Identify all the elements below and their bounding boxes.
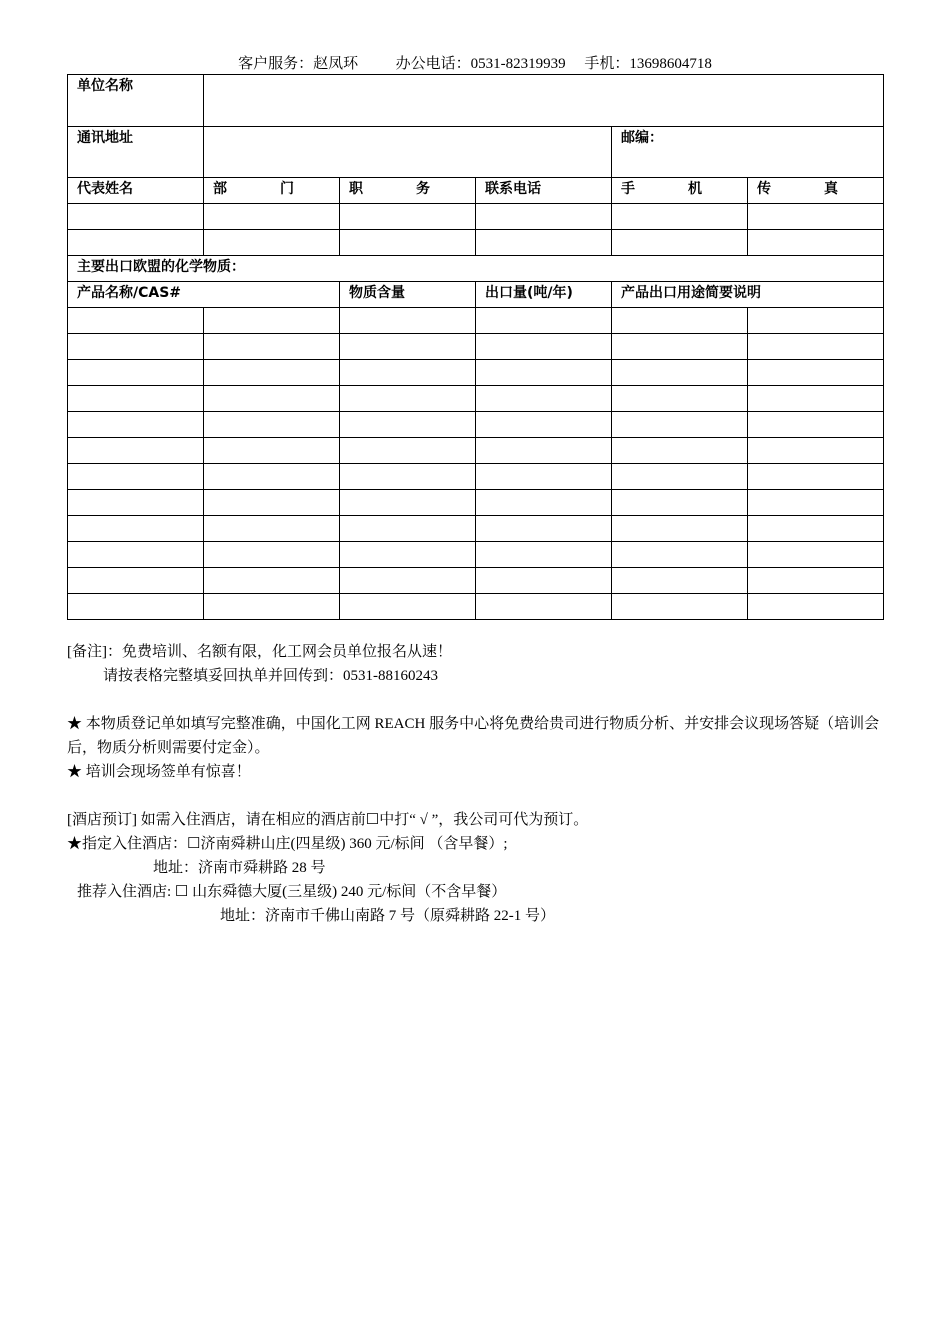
remark-line-2: 请按表格完整填妥回执单并回传到：0531-88160243 [103, 668, 438, 684]
input-cell[interactable] [204, 412, 340, 438]
input-cell[interactable] [68, 464, 204, 490]
input-cell[interactable] [476, 230, 612, 256]
input-cell[interactable] [612, 412, 748, 438]
input-cell[interactable] [748, 230, 884, 256]
input-cell[interactable] [748, 334, 884, 360]
rep-header-cell [612, 178, 748, 204]
rep-header-char: 部 [213, 181, 227, 197]
input-cell[interactable] [612, 334, 748, 360]
mobile-phone: 手机：13698604718 [584, 56, 712, 72]
input-cell[interactable] [612, 490, 748, 516]
hotel-1-address: 地址：济南市舜耕路 28 号 [153, 860, 326, 876]
input-cell[interactable] [748, 516, 884, 542]
notes-section [67, 640, 887, 928]
input-cell[interactable] [476, 360, 612, 386]
input-cell[interactable] [68, 594, 204, 620]
input-cell[interactable] [612, 360, 748, 386]
input-cell[interactable] [476, 516, 612, 542]
rep-header-cell [340, 178, 476, 204]
postcode-label: 邮编： [621, 130, 663, 146]
input-cell[interactable] [204, 516, 340, 542]
input-cell[interactable] [340, 204, 476, 230]
input-cell[interactable] [748, 568, 884, 594]
substance-row [68, 438, 884, 464]
input-cell[interactable] [204, 308, 340, 334]
input-cell[interactable] [204, 542, 340, 568]
input-cell[interactable] [68, 334, 204, 360]
input-cell[interactable] [204, 464, 340, 490]
input-cell[interactable] [612, 204, 748, 230]
rep-header-char: 传 [757, 181, 771, 197]
input-cell[interactable] [68, 230, 204, 256]
input-cell[interactable] [748, 490, 884, 516]
input-cell[interactable] [204, 438, 340, 464]
input-cell[interactable] [748, 438, 884, 464]
input-cell[interactable] [612, 438, 748, 464]
input-cell[interactable] [748, 594, 884, 620]
input-cell[interactable] [340, 438, 476, 464]
input-cell[interactable] [748, 360, 884, 386]
input-cell[interactable] [340, 230, 476, 256]
substance-section-row [68, 256, 884, 282]
hotel-2-address: 地址：济南市千佛山南路 7 号（原舜耕路 22-1 号） [220, 908, 555, 924]
input-cell[interactable] [68, 204, 204, 230]
rep-header-char: 门 [280, 181, 294, 197]
input-cell[interactable] [748, 204, 884, 230]
input-cell[interactable] [68, 386, 204, 412]
hotel-intro: [酒店预订] 如需入住酒店，请在相应的酒店前☐中打“ √ ”，我公司可代为预订。 [67, 812, 589, 828]
input-cell[interactable] [476, 334, 612, 360]
rep-row [68, 230, 884, 256]
input-cell[interactable] [340, 464, 476, 490]
input-cell[interactable] [476, 308, 612, 334]
substance-row [68, 360, 884, 386]
input-cell[interactable] [748, 386, 884, 412]
input-cell[interactable] [612, 594, 748, 620]
input-cell[interactable] [204, 568, 340, 594]
input-cell[interactable] [68, 438, 204, 464]
substance-row [68, 308, 884, 334]
input-cell[interactable] [340, 568, 476, 594]
substance-row [68, 542, 884, 568]
substance-row [68, 516, 884, 542]
input-cell[interactable] [68, 516, 204, 542]
substance-row [68, 386, 884, 412]
input-cell[interactable] [612, 542, 748, 568]
input-cell[interactable] [68, 542, 204, 568]
input-cell[interactable] [204, 490, 340, 516]
input-cell[interactable] [204, 230, 340, 256]
input-cell[interactable] [204, 334, 340, 360]
hotel-option-1[interactable]: ★指定入住酒店：☐济南舜耕山庄(四星级) 360 元/标间 （含早餐）; [67, 836, 508, 852]
input-cell[interactable] [340, 516, 476, 542]
input-cell[interactable] [68, 308, 204, 334]
input-cell[interactable] [476, 386, 612, 412]
unit-name-label: 单位名称 [68, 75, 204, 127]
rep-row [68, 204, 884, 230]
input-cell[interactable] [340, 308, 476, 334]
input-cell[interactable] [612, 308, 748, 334]
input-cell[interactable] [476, 438, 612, 464]
registration-form-table [67, 74, 884, 620]
substance-row [68, 594, 884, 620]
input-cell[interactable] [340, 490, 476, 516]
postcode-field[interactable] [612, 127, 884, 178]
input-cell[interactable] [68, 490, 204, 516]
input-cell[interactable] [748, 464, 884, 490]
input-cell[interactable] [748, 542, 884, 568]
input-cell[interactable] [748, 308, 884, 334]
input-cell[interactable] [68, 412, 204, 438]
address-label: 通讯地址 [68, 127, 204, 178]
substance-row [68, 490, 884, 516]
address-field[interactable] [204, 127, 612, 178]
input-cell[interactable] [340, 360, 476, 386]
substance-row [68, 412, 884, 438]
office-phone: 办公电话：0531-82319939 [395, 56, 566, 72]
substance-header-row [68, 282, 884, 308]
input-cell[interactable] [476, 464, 612, 490]
remark-line-1: [备注]：免费培训、名额有限，化工网会员单位报名从速！ [67, 644, 452, 660]
hotel-option-2[interactable]: 推荐入住酒店: ☐ 山东舜德大厦(三星级) 240 元/标间（不含早餐） [77, 884, 507, 900]
input-cell[interactable] [68, 360, 204, 386]
rep-header-char: 职 [349, 181, 363, 197]
input-cell[interactable] [476, 542, 612, 568]
contact-header [0, 52, 950, 73]
export-volume-header: 出口量(吨/年) [476, 282, 612, 308]
input-cell[interactable] [476, 204, 612, 230]
substance-row [68, 464, 884, 490]
input-cell[interactable] [612, 230, 748, 256]
input-cell[interactable] [204, 386, 340, 412]
rep-header-cell [204, 178, 340, 204]
input-cell[interactable] [340, 542, 476, 568]
input-cell[interactable] [340, 412, 476, 438]
input-cell[interactable] [612, 516, 748, 542]
usage-header: 产品出口用途简要说明 [612, 282, 884, 308]
star-note-2: ★ 培训会现场签单有惊喜！ [67, 764, 251, 780]
input-cell[interactable] [340, 386, 476, 412]
input-cell[interactable] [612, 386, 748, 412]
rep-header-cell [748, 178, 884, 204]
input-cell[interactable] [612, 464, 748, 490]
rep-header-char: 手 [621, 181, 635, 197]
input-cell[interactable] [340, 594, 476, 620]
rep-header-char: 机 [688, 181, 702, 197]
rep-header-char: 真 [824, 181, 839, 197]
product-header: 产品名称/CAS# [68, 282, 340, 308]
input-cell[interactable] [204, 594, 340, 620]
input-cell[interactable] [476, 412, 612, 438]
input-cell[interactable] [340, 334, 476, 360]
content-header: 物质含量 [340, 282, 476, 308]
rep-header-cell: 代表姓名 [68, 178, 204, 204]
substance-row [68, 334, 884, 360]
star-note-1: ★ 本物质登记单如填写完整准确，中国化工网 REACH 服务中心将免费给贵司进行物质分析、并安排会议现场答疑（培训会后，物质分析则需要付定金）。 [67, 716, 880, 756]
rep-header-cell: 联系电话 [476, 178, 612, 204]
unit-name-field[interactable] [204, 75, 884, 127]
input-cell[interactable] [204, 204, 340, 230]
input-cell[interactable] [476, 594, 612, 620]
substance-row [68, 568, 884, 594]
rep-header-char: 务 [416, 181, 430, 197]
input-cell[interactable] [476, 568, 612, 594]
input-cell[interactable] [476, 490, 612, 516]
input-cell[interactable] [68, 568, 204, 594]
input-cell[interactable] [748, 412, 884, 438]
input-cell[interactable] [204, 360, 340, 386]
customer-service: 客户服务：赵凤环 [238, 56, 359, 72]
input-cell[interactable] [612, 568, 748, 594]
substance-section-label: 主要出口欧盟的化学物质： [68, 256, 884, 282]
rep-header-row [68, 178, 884, 204]
